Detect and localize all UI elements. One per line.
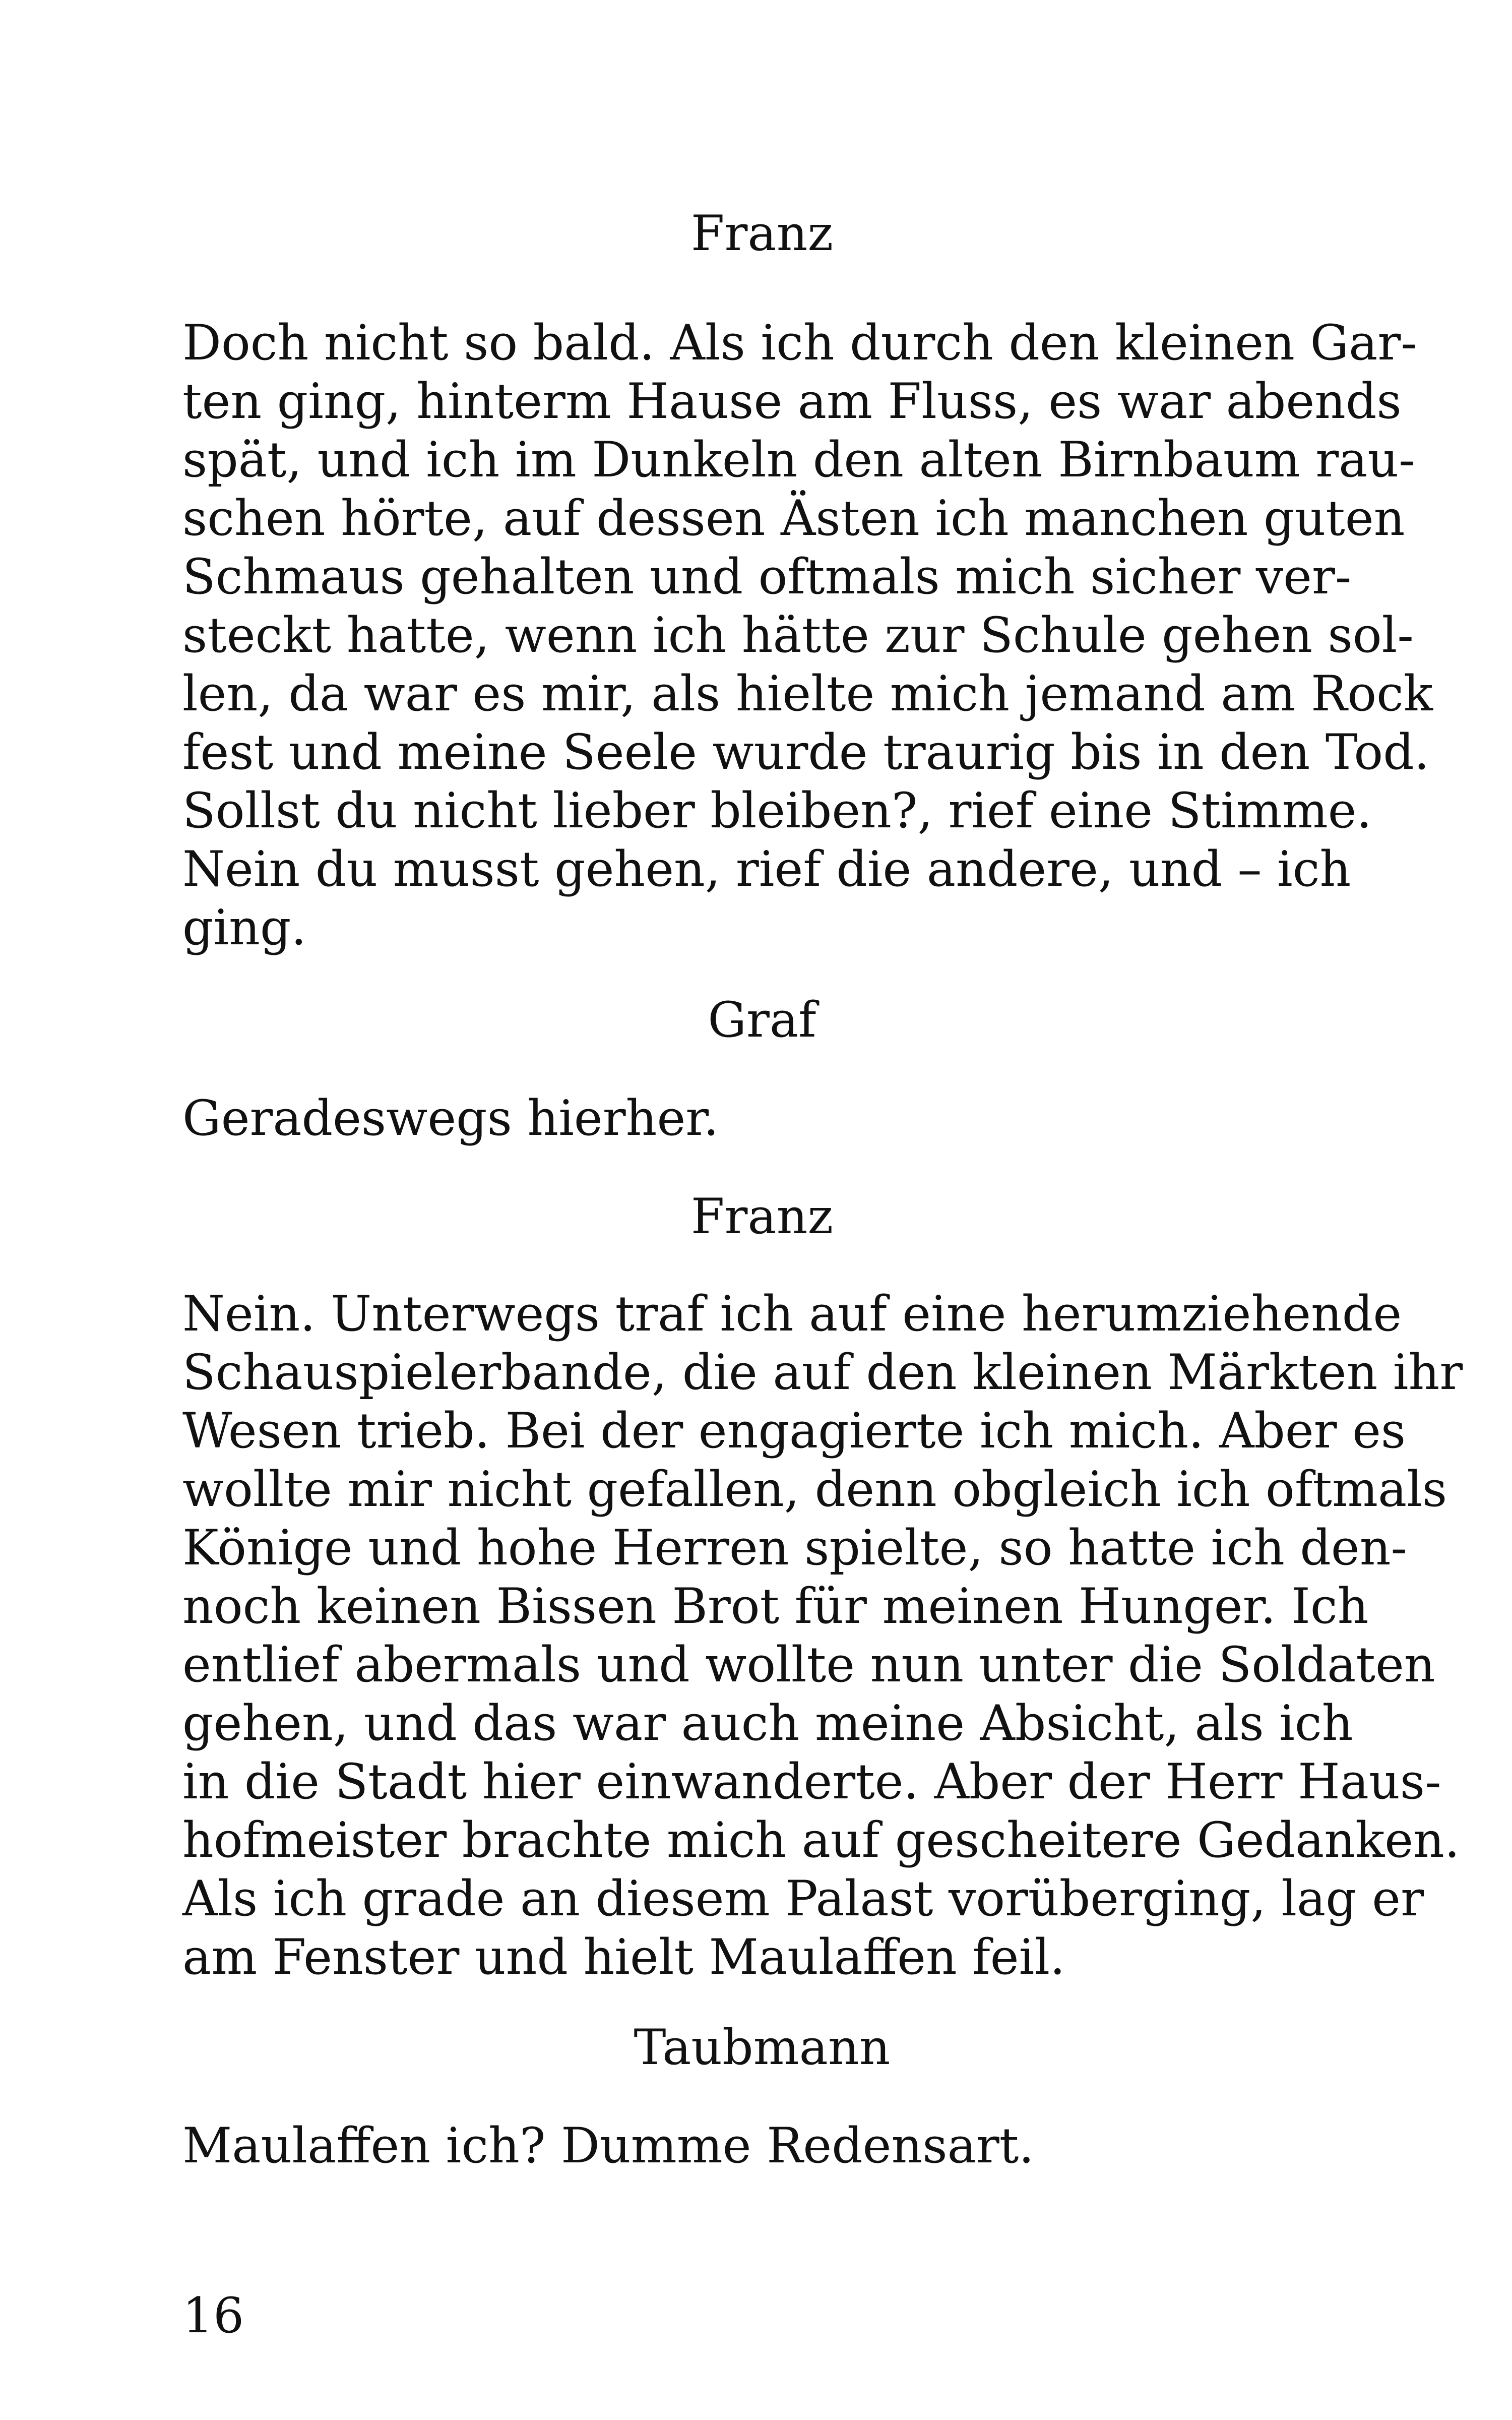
text-line: am Fenster und hielt Maulaffen feil. [182,1929,1065,1985]
dialogue-paragraph [182,2116,1342,2175]
text-line: spät, und ich im Dunkeln den alten Birnbaum rau- [182,432,1415,488]
speaker-name: Franz [690,205,834,262]
dialogue-paragraph [182,314,1433,957]
text-line: ten ging, hinterm Hause am Fluss, es war abends [182,373,1402,430]
text-line: gehen, und das war auch meine Absicht, als ich [182,1695,1353,1751]
text-line: fest und meine Seele wurde traurig bis in den Tod. [182,724,1430,780]
text-line: Doch nicht so bald. Als ich durch den kleinen Gar- [182,315,1417,371]
page-number: 16 [182,2287,244,2344]
text-line: hofmeister brachte mich auf gescheitere Gedanken. [182,1812,1460,1868]
text-line: steckt hatte, wenn ich hätte zur Schule gehen sol- [182,607,1414,663]
text-line: Schmaus gehalten und oftmals mich sicher ver- [182,549,1352,605]
text-line: noch keinen Bissen Brot für meinen Hunger. Ich [182,1578,1369,1635]
text-line: Schauspielerbande, die auf den kleinen Märkten ihr [182,1344,1463,1401]
text-line: Sollst du nicht lieber bleiben?, rief eine Stimme. [182,782,1372,839]
text-line: Wesen trieb. Bei der engagierte ich mich. Aber es [182,1403,1406,1459]
dialogue-paragraph [182,1089,1342,1147]
speaker-name: Taubmann [634,2019,891,2076]
text-line: Nein. Unterwegs traf ich auf eine herumziehende [182,1286,1402,1342]
text-line: entlief abermals und wollte nun unter die Soldaten [182,1637,1435,1693]
text-line: Könige und hohe Herren spielte, so hatte ich den- [182,1520,1407,1576]
text-line: Geradeswegs hierher. [182,1090,719,1146]
text-line: schen hörte, auf dessen Ästen ich manchen guten [182,490,1405,547]
text-line: len, da war es mir, als hielte mich jemand am Rock [182,666,1433,722]
text-line: wollte mir nicht gefallen, denn obgleich ich oftmals [182,1461,1447,1518]
speaker-name: Graf [708,992,816,1048]
text-line: Maulaffen ich? Dumme Redensart. [182,2118,1034,2174]
text-line: Nein du musst gehen, rief die andere, und – ich [182,841,1351,897]
dialogue-paragraph [182,1285,1463,1986]
text-line: Als ich grade an diesem Palast vorüberging, lag er [182,1870,1424,1927]
book-page [182,0,1463,2420]
text-line: in die Stadt hier einwanderte. Aber der Herr Haus- [182,1753,1441,1810]
text-line: ging. [182,899,306,956]
speaker-name: Franz [690,1188,834,1245]
